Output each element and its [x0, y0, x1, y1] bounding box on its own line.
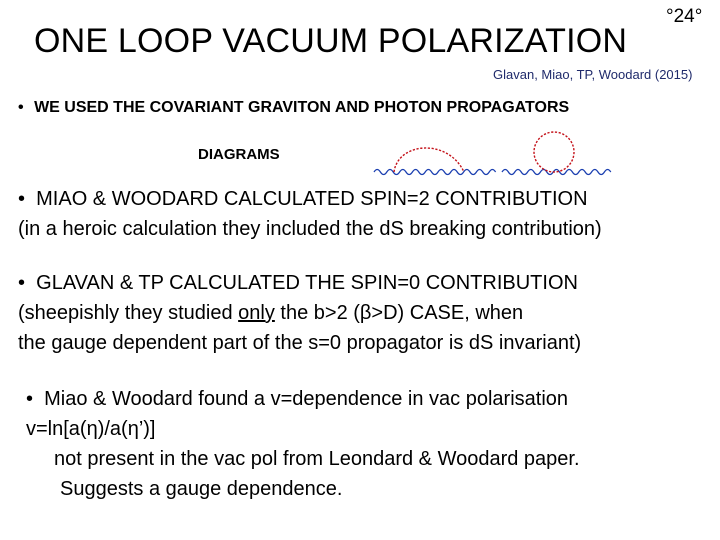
- underlined-only: only: [238, 302, 275, 324]
- paragraph-spin2-line1: [18, 184, 602, 214]
- paragraph-v-dependence: [26, 384, 580, 504]
- bullet-marker: •: [18, 272, 26, 294]
- bullet-marker: •: [18, 99, 24, 116]
- paragraph-spin2-line2: (in a heroic calculation they included the dS breaking contribution): [18, 218, 602, 240]
- paragraph-v-line2: v=ln[a(η)/a(η’)]: [26, 418, 156, 440]
- graviton-arc: [394, 148, 464, 172]
- paragraph-v-text: Miao & Woodard found a v=dependence in vac polarisation: [44, 388, 569, 410]
- feynman-diagram-2: [500, 122, 620, 184]
- author-credit: Glavan, Miao, TP, Woodard (2015): [493, 67, 693, 82]
- paragraph-spin0-line2: [18, 298, 581, 328]
- paragraph-spin0-text: GLAVAN & TP CALCULATED THE SPIN=0 CONTRIBUTION: [36, 272, 578, 294]
- diagrams-label: DIAGRAMS: [198, 146, 280, 163]
- graviton-loop: [534, 132, 574, 172]
- paragraph-spin0: [18, 268, 581, 358]
- bullet-marker: •: [18, 188, 26, 210]
- paragraph-v-line3: not present in the vac pol from Leondard & Woodard paper.: [54, 448, 580, 470]
- slide-title: ONE LOOP VACUUM POLARIZATION: [34, 22, 628, 60]
- paragraph-v-line1: [26, 384, 580, 414]
- line2-start: (sheepishly they studied: [18, 302, 239, 324]
- slide-number: °24°: [666, 6, 703, 27]
- paragraph-spin0-line3: the gauge dependent part of the s=0 propagator is dS invariant): [18, 332, 582, 354]
- bullet-propagators-text: WE USED THE COVARIANT GRAVITON AND PHOTON PROPAGATORS: [34, 99, 570, 116]
- feynman-diagram-1: [372, 134, 497, 184]
- paragraph-spin2-text: MIAO & WOODARD CALCULATED SPIN=2 CONTRIBUTION: [36, 188, 588, 210]
- photon-line: [374, 170, 496, 175]
- bullet-marker: •: [26, 388, 34, 410]
- paragraph-v-line4: Suggests a gauge dependence.: [60, 478, 343, 500]
- paragraph-spin0-line1: [18, 268, 581, 298]
- paragraph-spin2: [18, 184, 602, 244]
- bullet-propagators: [18, 99, 569, 117]
- slide-number-value: 24: [673, 6, 695, 27]
- line2-end: the b>2 (β>D) CASE, when: [274, 302, 524, 324]
